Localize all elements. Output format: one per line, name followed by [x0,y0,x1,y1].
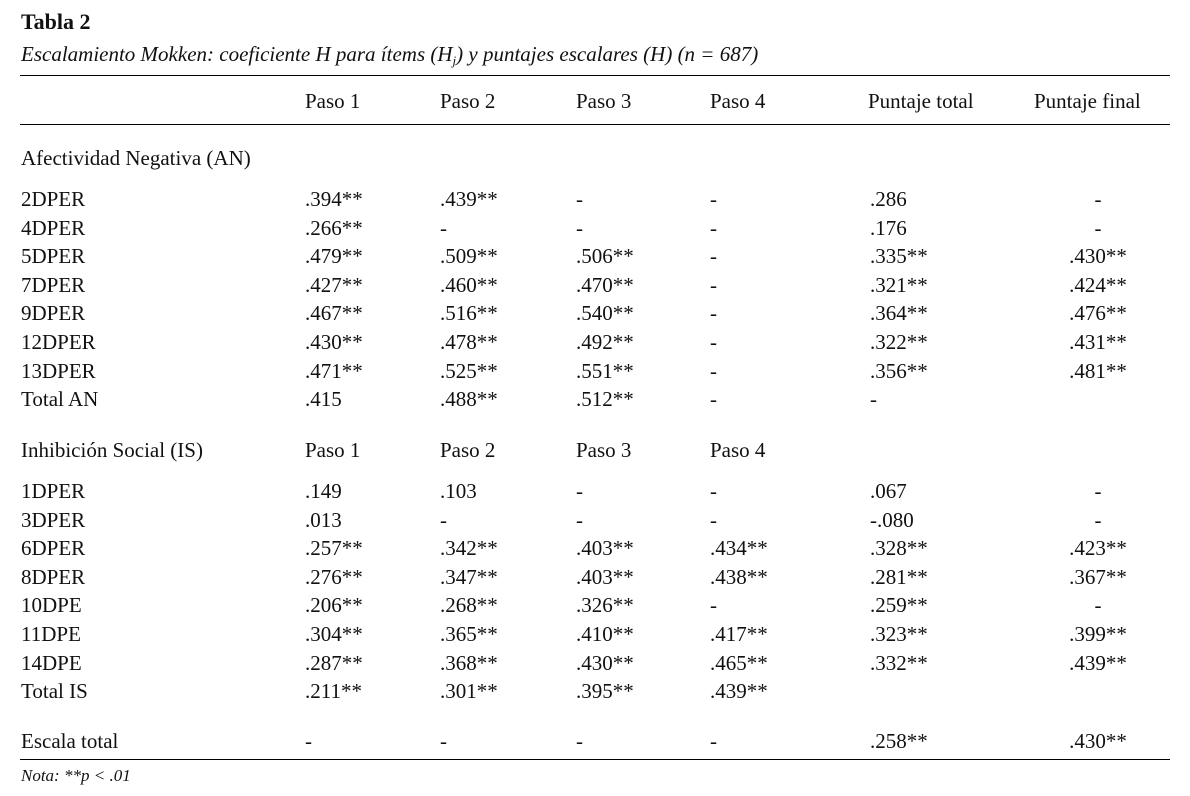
cell-puntaje-total: .364** [870,301,928,326]
cell-puntaje-final: .367** [1069,564,1127,589]
cell-paso-1: .467** [305,301,363,326]
cell-puntaje-total: .322** [870,330,928,354]
cell-paso-4: - [710,330,717,354]
column-header: Paso 3 [576,89,632,113]
table-row [0,649,1190,677]
cell-puntaje-total: .321** [870,272,928,297]
section-header-row [0,436,1190,464]
cell-paso-1: .266** [305,215,363,240]
cell-paso-3: .403** [576,536,634,561]
cell-paso-4: - [710,301,717,326]
table-row [0,299,1190,327]
column-header: Paso 1 [305,438,361,462]
cell-paso-3: .470** [576,272,634,297]
cell-paso-4: - [710,387,717,412]
cell-puntaje-total: .281** [870,564,928,589]
cell-puntaje-final: .481** [1069,358,1127,383]
row-label: 7DPER [21,272,86,297]
cell-paso-2: - [440,729,447,753]
cell-paso-1: .471** [305,358,363,383]
cell-paso-3: .430** [576,650,634,675]
cell-puntaje-total: -.080 [870,507,914,532]
row-label: 10DPE [21,593,82,618]
cell-paso-1: .427** [305,272,363,297]
table-row [0,477,1190,505]
section-label: Inhibición Social (IS) [21,438,203,462]
cell-paso-1: .206** [305,593,363,618]
column-header: Puntaje final [1034,89,1141,113]
header-rule [20,124,1170,125]
row-label: 6DPER [21,536,86,561]
cell-paso-2: .347** [440,564,498,589]
cell-puntaje-total: - [870,387,877,412]
row-label: 4DPER [21,215,86,240]
row-label: 2DPER [21,187,86,211]
cell-paso-2: .516** [440,301,498,326]
cell-paso-3: .551** [576,358,634,383]
table-row [0,357,1190,385]
row-label: 12DPER [21,330,96,354]
section-label: Afectividad Negativa (AN) [21,146,251,170]
cell-paso-4: .417** [710,622,768,646]
cell-puntaje-total: .258** [870,729,928,753]
column-header: Paso 3 [576,438,632,462]
cell-paso-1: .211** [305,679,362,704]
cell-paso-4: .465** [710,650,768,675]
cell-puntaje-total: .286 [870,187,907,211]
cell-paso-3: .326** [576,593,634,618]
cell-paso-3: - [576,215,583,240]
cell-paso-3: .506** [576,244,634,269]
cell-paso-3: - [576,729,583,753]
cell-paso-3: - [576,187,583,211]
row-label: Total IS [21,679,88,704]
cell-paso-3: .403** [576,564,634,589]
row-label: 9DPER [21,301,86,326]
cell-paso-3: .410** [576,622,634,646]
cell-puntaje-final: .439** [1069,650,1127,675]
cell-paso-2: - [440,215,447,240]
column-header-row [0,87,1190,115]
cell-puntaje-final: .399** [1069,622,1127,646]
column-header: Paso 2 [440,89,496,113]
bottom-rule [20,759,1170,760]
cell-paso-3: .492** [576,330,634,354]
cell-paso-2: .368** [440,650,498,675]
cell-paso-1: .430** [305,330,363,354]
row-label: Total AN [21,387,99,412]
cell-paso-2: - [440,507,447,532]
table-row [0,534,1190,562]
cell-puntaje-total: .356** [870,358,928,383]
cell-paso-2: .460** [440,272,498,297]
cell-paso-4: - [710,215,717,240]
table-row [0,563,1190,591]
cell-puntaje-total: .176 [870,215,907,240]
row-label: 1DPER [21,479,86,503]
row-label: 14DPE [21,650,82,675]
cell-paso-1: .276** [305,564,363,589]
cell-paso-4: - [710,244,717,269]
row-label: 13DPER [21,358,96,383]
subtitle-rest: ) y puntajes escalares (H) (n = 687) [456,42,759,66]
column-header: Paso 1 [305,89,361,113]
cell-paso-1: .304** [305,622,363,646]
cell-paso-4: - [710,729,717,753]
top-rule [20,75,1170,76]
cell-puntaje-final: .430** [1069,729,1127,753]
cell-puntaje-final: - [1094,479,1102,503]
cell-puntaje-final: - [1094,593,1102,618]
column-header: Paso 4 [710,89,766,113]
subtitle-subscript: j [452,53,457,68]
cell-paso-2: .365** [440,622,498,646]
cell-paso-4: - [710,479,717,503]
table-row [0,185,1190,213]
cell-paso-2: .103 [440,479,477,503]
cell-puntaje-final: .423** [1069,536,1127,561]
cell-paso-4: - [710,358,717,383]
cell-puntaje-final: .430** [1069,244,1127,269]
cell-paso-4: - [710,593,717,618]
cell-paso-1: .287** [305,650,363,675]
cell-puntaje-total: .323** [870,622,928,646]
cell-puntaje-total: .328** [870,536,928,561]
cell-puntaje-final: .424** [1069,272,1127,297]
cell-paso-4: - [710,507,717,532]
cell-paso-3: .512** [576,387,634,412]
cell-paso-1: .013 [305,507,342,532]
cell-puntaje-total: .335** [870,244,928,269]
table-subtitle [21,40,758,75]
table-row [0,214,1190,242]
cell-paso-2: .268** [440,593,498,618]
cell-paso-2: .439** [440,187,498,211]
cell-paso-4: .439** [710,679,768,704]
column-header: Paso 2 [440,438,496,462]
cell-paso-1: - [305,729,312,753]
row-label: 11DPE [21,622,81,646]
cell-paso-3: - [576,507,583,532]
table-row [0,506,1190,534]
cell-paso-2: .488** [440,387,498,412]
cell-paso-4: - [710,272,717,297]
cell-paso-3: .395** [576,679,634,704]
table-title: Tabla 2 [21,9,91,34]
cell-paso-4: .434** [710,536,768,561]
row-label: 3DPER [21,507,86,532]
cell-paso-4: .438** [710,564,768,589]
table-note: Nota: **p < .01 [21,766,131,785]
cell-paso-4: - [710,187,717,211]
cell-puntaje-final: .476** [1069,301,1127,326]
cell-paso-2: .301** [440,679,498,704]
subtitle-main: Escalamiento Mokken: coeficiente H para ítems (H [21,42,453,66]
cell-paso-2: .478** [440,330,498,354]
table-row [0,328,1190,356]
cell-paso-1: .415 [305,387,342,412]
table-row [0,727,1190,755]
cell-paso-1: .394** [305,187,363,211]
cell-paso-2: .509** [440,244,498,269]
table-row [0,591,1190,619]
cell-paso-2: .525** [440,358,498,383]
column-header: Paso 4 [710,438,766,462]
cell-puntaje-total: .067 [870,479,907,503]
cell-paso-3: - [576,479,583,503]
section-header-row [0,144,1190,172]
cell-puntaje-total: .332** [870,650,928,675]
cell-puntaje-final: - [1094,507,1102,532]
row-label: Escala total [21,729,119,753]
table-row [0,271,1190,299]
column-header: Puntaje total [868,89,974,113]
table-row [0,677,1190,705]
cell-puntaje-final: - [1094,215,1102,240]
cell-puntaje-final: - [1094,187,1102,211]
cell-paso-2: .342** [440,536,498,561]
table-row [0,242,1190,270]
cell-paso-1: .479** [305,244,363,269]
cell-paso-1: .149 [305,479,342,503]
table-row [0,385,1190,413]
cell-puntaje-total: .259** [870,593,928,618]
table-row [0,620,1190,648]
cell-paso-1: .257** [305,536,363,561]
cell-paso-3: .540** [576,301,634,326]
row-label: 8DPER [21,564,86,589]
row-label: 5DPER [21,244,86,269]
cell-puntaje-final: .431** [1069,330,1127,354]
